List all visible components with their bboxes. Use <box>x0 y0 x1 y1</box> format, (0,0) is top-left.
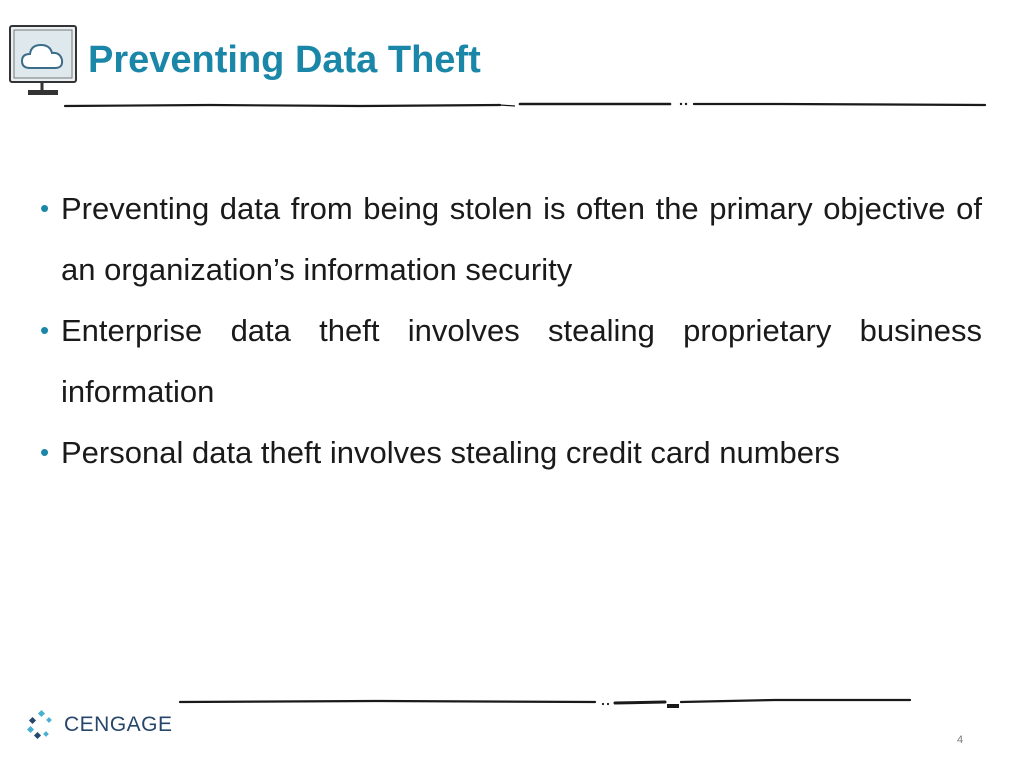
bullet-text: Preventing data from being stolen is often the primary objective of an organization’s information security <box>61 191 982 287</box>
cengage-logo <box>26 708 173 742</box>
cengage-logo-mark <box>26 709 58 741</box>
bullet-symbol: • <box>40 315 50 345</box>
title-divider <box>60 96 990 114</box>
bullet-text: Personal data theft involves stealing credit card numbers <box>61 435 840 470</box>
bullet-item <box>40 178 982 300</box>
logo-text: CENGAGE <box>64 713 173 736</box>
bullet-symbol: • <box>40 437 50 467</box>
computer-monitor-cloud-icon <box>8 24 80 104</box>
bullet-item <box>40 300 982 422</box>
bullet-list <box>40 178 982 483</box>
slide-title: Preventing Data Theft <box>88 39 481 81</box>
page-number: 4 <box>956 734 964 746</box>
bullet-symbol: • <box>40 193 50 223</box>
footer-divider <box>175 692 915 712</box>
bullet-text: Enterprise data theft involves stealing proprietary business information <box>61 313 982 409</box>
bullet-item <box>40 422 982 483</box>
